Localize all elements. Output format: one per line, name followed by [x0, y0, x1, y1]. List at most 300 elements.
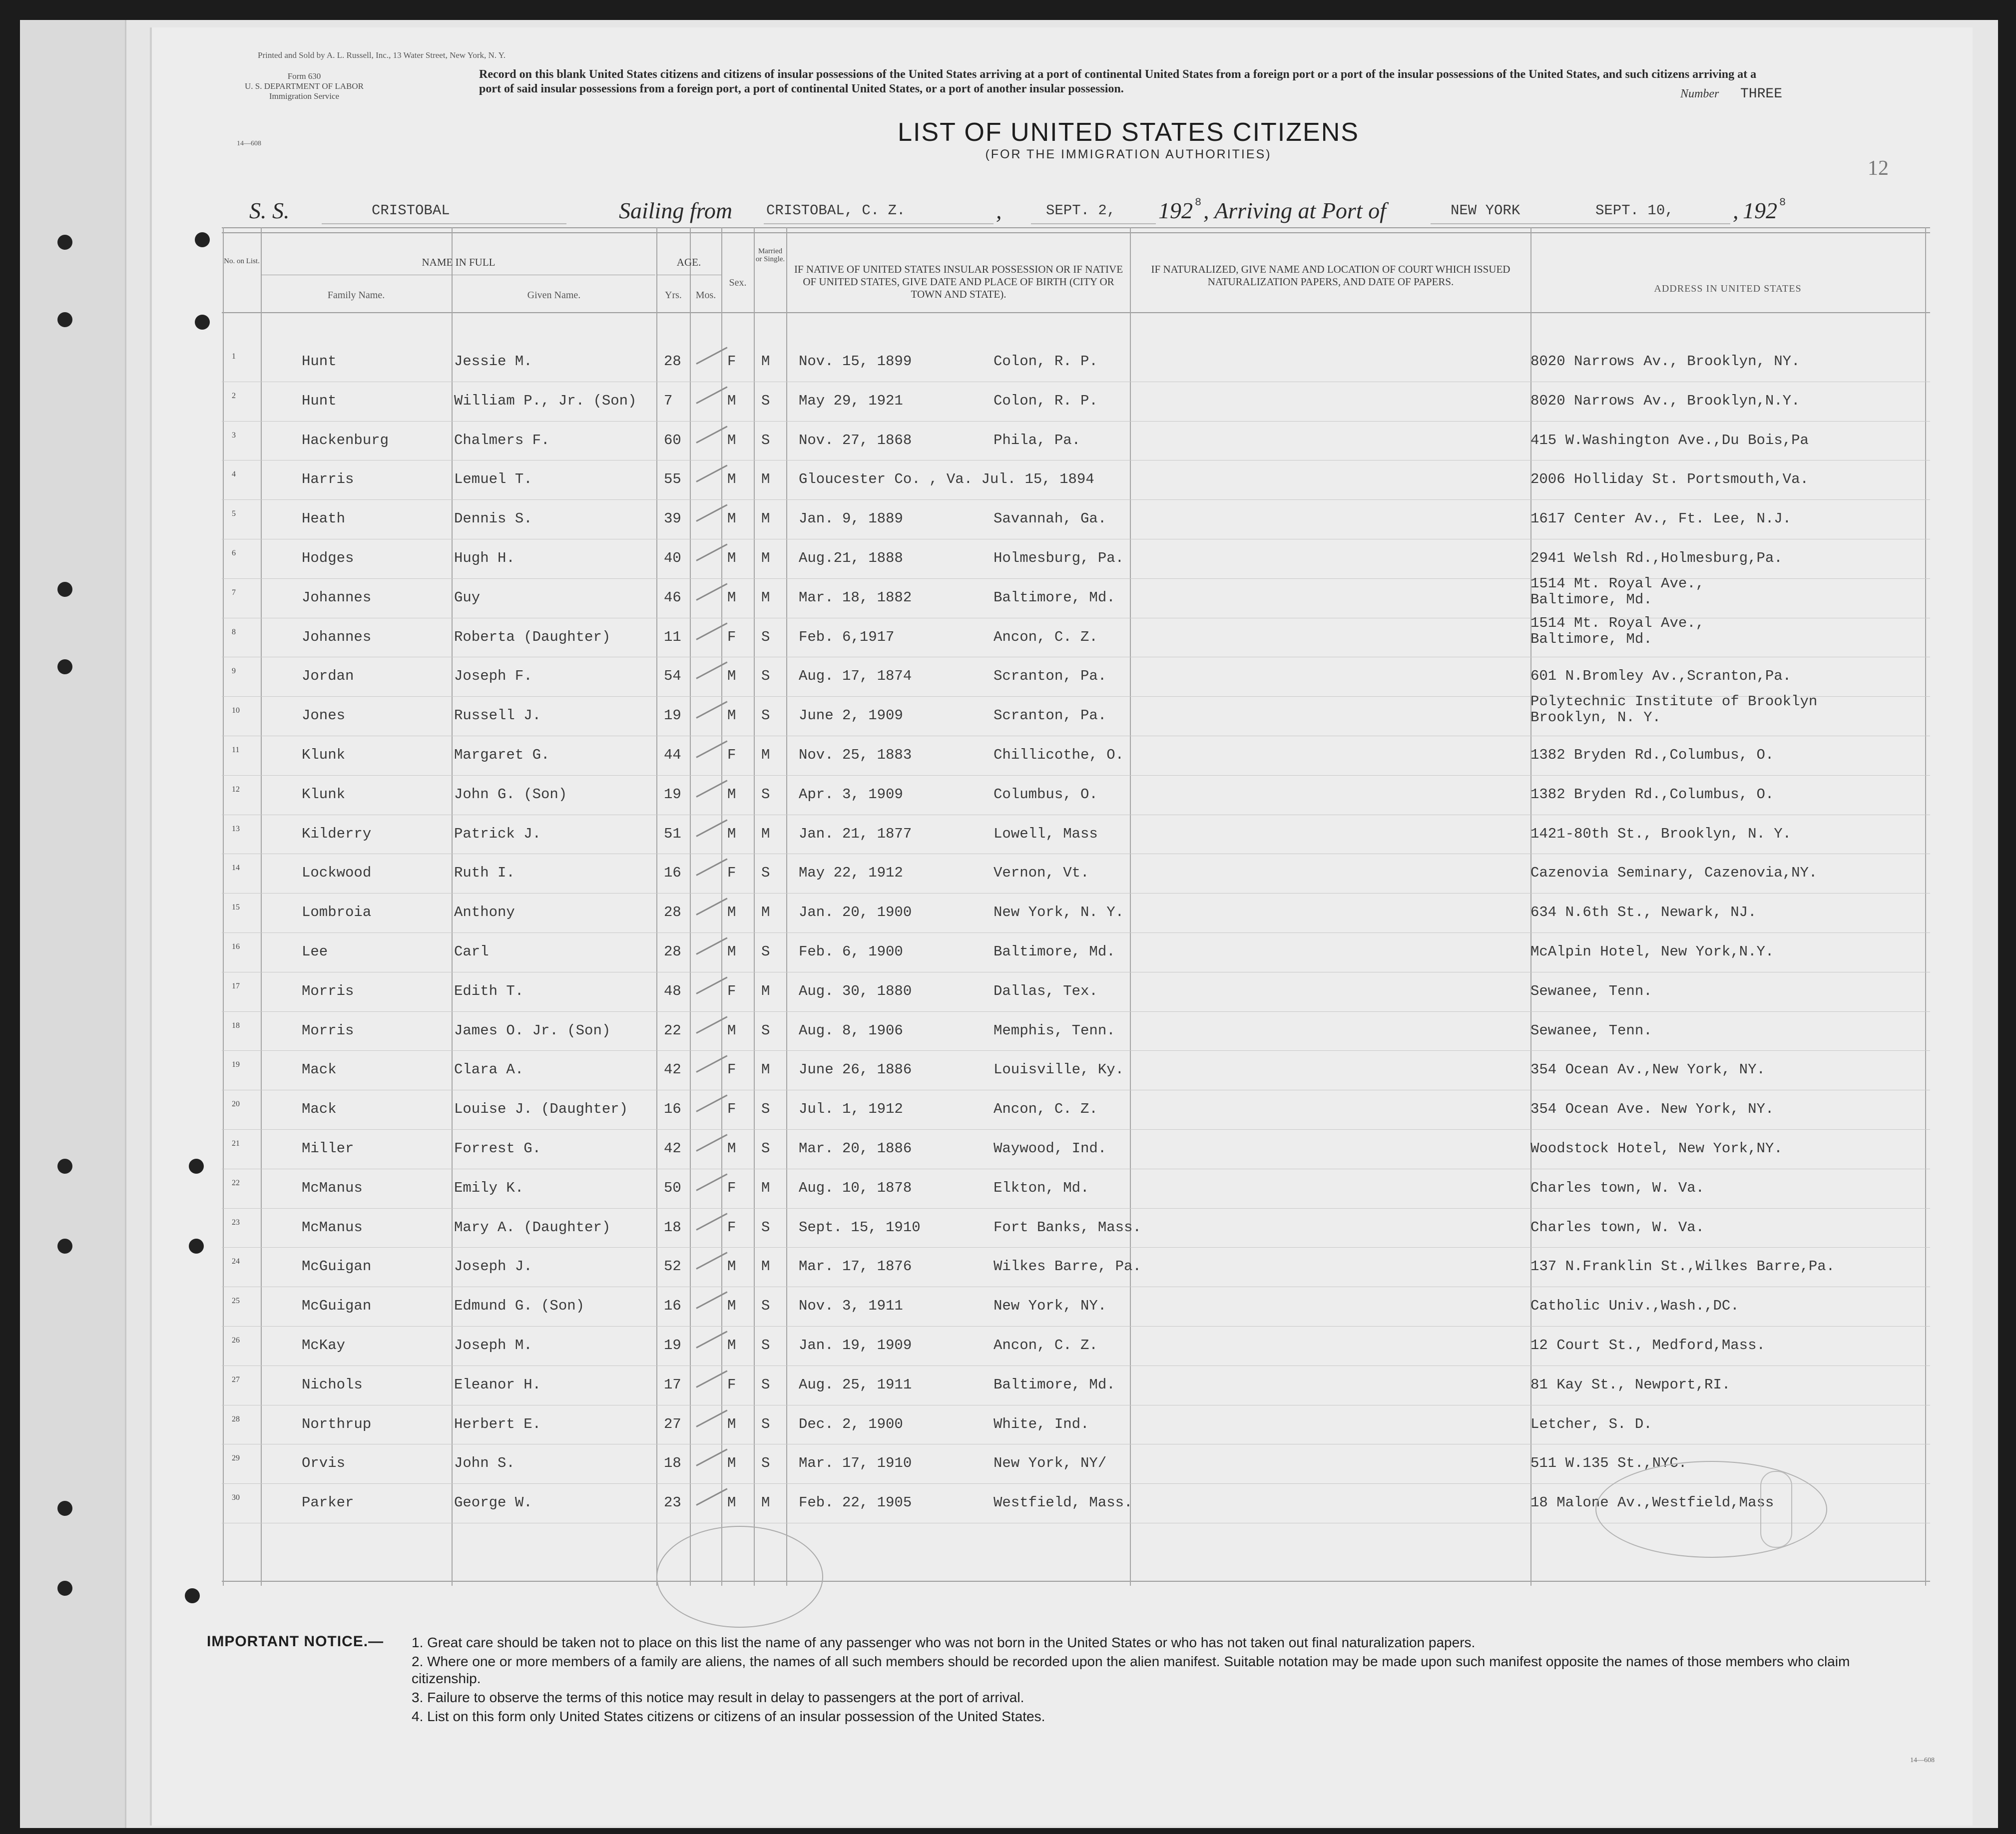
cell-date: Aug. 17, 1874 [799, 668, 912, 685]
cell-place: Waywood, Ind. [994, 1140, 1107, 1157]
table-row [222, 1248, 1930, 1287]
cell-n: 20 [232, 1100, 240, 1109]
cell-n: 27 [232, 1375, 240, 1384]
cell-place: Ancon, C. Z. [994, 1337, 1098, 1354]
cell-age: 19 [664, 1337, 681, 1354]
cell-family: Jones [302, 707, 346, 724]
table-row [222, 816, 1930, 855]
cell-age: 39 [664, 510, 681, 527]
cell-n: 2 [232, 391, 236, 400]
cell-addr: 415 W.Washington Ave.,Du Bois,Pa [1530, 432, 1809, 449]
table-row [222, 737, 1930, 776]
date-underline [1031, 223, 1156, 224]
cell-ms: S [761, 943, 770, 960]
cell-place: Ancon, C. Z. [994, 628, 1098, 645]
arrive-date: SEPT. 10, [1595, 202, 1674, 219]
from-underline [764, 223, 994, 224]
cell-ms: S [761, 1376, 770, 1393]
table-row [222, 343, 1930, 382]
cell-place: Colon, R. P. [994, 353, 1098, 370]
table-row [222, 658, 1930, 697]
cell-given: Russell J. [454, 707, 541, 724]
cell-place: Columbus, O. [994, 786, 1098, 803]
binder-hole [57, 582, 72, 597]
cell-sex: M [727, 1298, 736, 1315]
cell-family: Morris [302, 1022, 354, 1039]
col-header-birth: IF NATIVE OF UNITED STATES INSULAR POSSESSION OR IF NATIVE OF UNITED STATES, GIVE DATE AND PLACE OF BIRTH (CITY OR TOWN AND STATE). [794, 263, 1123, 300]
col-header-given: Given Name. [527, 290, 581, 301]
cell-family: Klunk [302, 747, 346, 763]
cell-family: Hunt [302, 392, 337, 409]
cell-age: 18 [664, 1219, 681, 1236]
cell-ms: S [761, 707, 770, 724]
col-header-family: Family Name. [327, 290, 385, 301]
cell-sex: M [727, 904, 736, 921]
cell-ms: M [761, 1061, 770, 1078]
col-header-yrs: Yrs. [665, 290, 682, 301]
cell-date: June 26, 1886 [799, 1061, 912, 1078]
cell-place: Ancon, C. Z. [994, 1101, 1098, 1118]
binder-hole [57, 235, 72, 250]
table-row [222, 1209, 1930, 1248]
row-rule [222, 1011, 1930, 1012]
table-top-rule [222, 227, 1930, 228]
cell-ms: S [761, 1140, 770, 1157]
notice-item-4: 4. List on this form only United States citizens or citizens of an insular possession of the United States. [412, 1709, 1045, 1724]
cell-n: 24 [232, 1257, 240, 1266]
cell-age: 42 [664, 1061, 681, 1078]
ship-name: CRISTOBAL [372, 202, 450, 219]
cell-place: Vernon, Vt. [994, 865, 1089, 882]
table-row [222, 693, 1930, 736]
cell-family: Morris [302, 982, 354, 999]
cell-given: Jessie M. [454, 353, 532, 370]
cell-n: 28 [232, 1414, 240, 1423]
cell-place: Baltimore, Md. [994, 589, 1115, 606]
cell-n: 29 [232, 1454, 240, 1463]
form-identifier [222, 71, 387, 101]
cell-n: 10 [232, 706, 240, 715]
cell-addr: 1514 Mt. Royal Ave., [1530, 614, 1705, 631]
pencil-check-mark [696, 347, 727, 365]
cell-n: 22 [232, 1178, 240, 1187]
cell-age: 19 [664, 786, 681, 803]
binder-hole [57, 1159, 72, 1174]
cell-addr: 1382 Bryden Rd.,Columbus, O. [1530, 786, 1774, 803]
form-code: 14—608 [237, 140, 261, 147]
pencil-check-mark [696, 1095, 727, 1113]
row-rule [222, 1208, 1930, 1209]
number-label: Number [1680, 87, 1719, 100]
table-row [222, 1170, 1930, 1209]
table-row [222, 973, 1930, 1012]
cell-addr: 601 N.Bromley Av.,Scranton,Pa. [1530, 668, 1792, 685]
table-row [222, 1327, 1930, 1366]
cell-age: 51 [664, 825, 681, 842]
year-prefix-1: 192 [1158, 198, 1193, 223]
header-bottom-rule [222, 312, 1930, 313]
binder-hole [189, 1239, 204, 1254]
table-top-rule-2 [222, 232, 1930, 233]
cell-addr: Sewanee, Tenn. [1530, 982, 1652, 999]
cell-place: New York, N. Y. [994, 904, 1124, 921]
cell-n: 9 [232, 667, 236, 676]
cell-addr-line2: Brooklyn, N. Y. [1530, 709, 1661, 726]
pencil-check-mark [696, 1292, 727, 1310]
cell-addr: 634 N.6th St., Newark, NJ. [1530, 904, 1757, 921]
cell-given: Joseph F. [454, 668, 532, 685]
cell-sex: F [727, 628, 736, 645]
cell-age: 19 [664, 707, 681, 724]
cell-ms: S [761, 1415, 770, 1432]
pencil-check-mark [696, 583, 727, 601]
table-row [222, 1367, 1930, 1405]
cell-addr: 1382 Bryden Rd.,Columbus, O. [1530, 747, 1774, 763]
cell-ms: S [761, 628, 770, 645]
cell-place: Chillicothe, O. [994, 747, 1124, 763]
cell-age: 40 [664, 550, 681, 566]
cell-ms: M [761, 904, 770, 921]
cell-given: Mary A. (Daughter) [454, 1219, 611, 1236]
cell-ms: S [761, 1337, 770, 1354]
page-title: LIST OF UNITED STATES CITIZENS [898, 118, 1359, 147]
binder-hole [195, 315, 210, 330]
binder-hole [57, 1501, 72, 1516]
cell-ms: M [761, 353, 770, 370]
cell-addr: Polytechnic Institute of Brooklyn [1530, 693, 1818, 710]
cell-n: 21 [232, 1139, 240, 1148]
cell-place: New York, NY. [994, 1298, 1107, 1315]
cell-date: Aug. 25, 1911 [799, 1376, 912, 1393]
cell-n: 26 [232, 1336, 240, 1345]
comma-1: , [996, 198, 1002, 223]
cell-sex: M [727, 432, 736, 449]
pencil-check-mark [696, 1370, 727, 1388]
row-rule [222, 421, 1930, 422]
row-rule [222, 1247, 1930, 1248]
cell-ms: M [761, 747, 770, 763]
cell-ms: S [761, 1298, 770, 1315]
cell-addr: 1514 Mt. Royal Ave., [1530, 575, 1705, 592]
cell-age: 18 [664, 1455, 681, 1472]
cell-date: Jan. 9, 1889 [799, 510, 903, 527]
cell-place: Colon, R. P. [994, 392, 1098, 409]
pencil-check-mark [696, 543, 727, 561]
cell-addr: Charles town, W. Va. [1530, 1179, 1705, 1196]
cell-family: Mack [302, 1101, 337, 1118]
cell-date: Aug.21, 1888 [799, 550, 903, 566]
cell-age: 27 [664, 1415, 681, 1432]
cell-ms: S [761, 1455, 770, 1472]
cell-date: Sept. 15, 1910 [799, 1219, 921, 1236]
cell-date: Mar. 18, 1882 [799, 589, 912, 606]
cell-addr: 81 Kay St., Newport,RI. [1530, 1376, 1731, 1393]
cell-given: Dennis S. [454, 510, 532, 527]
cell-sex: F [727, 1179, 736, 1196]
cell-family: Johannes [302, 628, 372, 645]
notice-item-1: 1. Great care should be taken not to place on this list the name of any passenger who was not born in the United States or who has not taken out final naturalization papers. [412, 1635, 1476, 1650]
cell-age: 48 [664, 982, 681, 999]
notice-item-2: 2. Where one or more members of a family are aliens, the names of all such members should be recorded upon the alien manifest. Suitable notation may be made upon such manifest opposite the names of those members who claim citizenship. [412, 1654, 1850, 1686]
cell-n: 25 [232, 1297, 240, 1306]
page-subtitle: (FOR THE IMMIGRATION AUTHORITIES) [985, 147, 1272, 161]
cell-ms: S [761, 1022, 770, 1039]
cell-date: Jan. 19, 1909 [799, 1337, 912, 1354]
cell-family: Orvis [302, 1455, 346, 1472]
cell-family: Jordan [302, 668, 354, 685]
col-header-name: NAME IN FULL [422, 256, 496, 268]
cell-family: Johannes [302, 589, 372, 606]
cell-age: 28 [664, 943, 681, 960]
cell-date: Mar. 17, 1876 [799, 1258, 912, 1275]
cell-place: New York, NY/ [994, 1455, 1107, 1472]
cell-sex: F [727, 1376, 736, 1393]
cell-family: McManus [302, 1219, 363, 1236]
cell-sex: M [727, 707, 736, 724]
cell-date: Aug. 10, 1878 [799, 1179, 912, 1196]
cell-ms: S [761, 1101, 770, 1118]
cell-age: 46 [664, 589, 681, 606]
cell-ms: S [761, 668, 770, 685]
cell-given: Emily K. [454, 1179, 524, 1196]
row-rule [222, 1050, 1930, 1051]
cell-family: McGuigan [302, 1298, 372, 1315]
cell-sex: M [727, 1258, 736, 1275]
table-row [222, 1130, 1930, 1169]
cell-place: Baltimore, Md. [994, 943, 1115, 960]
pencil-circle-annotation [656, 1526, 823, 1628]
cell-n: 6 [232, 549, 236, 557]
cell-given: Eleanor H. [454, 1376, 541, 1393]
cell-place: Scranton, Pa. [994, 707, 1107, 724]
pencil-check-mark [696, 662, 727, 680]
cell-date: Mar. 17, 1910 [799, 1455, 912, 1472]
cell-family: Kilderry [302, 825, 372, 842]
cell-date: Jan. 21, 1877 [799, 825, 912, 842]
cell-age: 23 [664, 1494, 681, 1511]
cell-date: Jul. 1, 1912 [799, 1101, 903, 1118]
cell-ms: S [761, 1219, 770, 1236]
cell-addr: 1421-80th St., Brooklyn, N. Y. [1530, 825, 1792, 842]
cell-sex: M [727, 668, 736, 685]
table-row [222, 540, 1930, 579]
cell-given: Lemuel T. [454, 471, 532, 488]
department-name: U. S. DEPARTMENT OF LABOR [245, 81, 364, 91]
cell-family: Lockwood [302, 865, 372, 882]
cell-addr: Sewanee, Tenn. [1530, 1022, 1652, 1039]
cell-place: Scranton, Pa. [994, 668, 1107, 685]
col-header-age: AGE. [676, 256, 701, 268]
cell-given: Anthony [454, 904, 515, 921]
cell-sex: M [727, 1022, 736, 1039]
cell-date: Dec. 2, 1900 [799, 1415, 903, 1432]
cell-age: 7 [664, 392, 673, 409]
cell-ms: S [761, 392, 770, 409]
binder-hole [185, 1588, 200, 1603]
cell-n: 18 [232, 1021, 240, 1030]
cell-n: 4 [232, 470, 236, 479]
table-row [222, 933, 1930, 972]
pencil-check-mark [696, 1331, 727, 1349]
cell-age: 16 [664, 1101, 681, 1118]
row-rule [222, 1129, 1930, 1130]
table-row [222, 500, 1930, 539]
cell-given: Chalmers F. [454, 432, 550, 449]
cell-place: Louisville, Ky. [994, 1061, 1124, 1078]
cell-date: Apr. 3, 1909 [799, 786, 903, 803]
pencil-check-mark [696, 1134, 727, 1152]
cell-sex: M [727, 392, 736, 409]
cell-sex: F [727, 1219, 736, 1236]
table-row [222, 575, 1930, 618]
cell-family: Hackenburg [302, 432, 389, 449]
cell-ms: M [761, 550, 770, 566]
cell-n: 11 [232, 746, 240, 754]
pencil-check-mark [696, 386, 727, 404]
cell-ms: M [761, 1258, 770, 1275]
cell-ms: M [761, 1494, 770, 1511]
cell-place: Savannah, Ga. [994, 510, 1107, 527]
page-spine [20, 20, 126, 1828]
table-row [222, 1051, 1930, 1090]
sailing-label: Sailing from [619, 198, 733, 223]
cell-sex: F [727, 982, 736, 999]
cell-sex: F [727, 1061, 736, 1078]
cell-n: 15 [232, 903, 240, 912]
cell-addr: 354 Ocean Av.,New York, NY. [1530, 1061, 1765, 1078]
sail-date: SEPT. 2, [1046, 202, 1116, 219]
cell-addr: 18 Malone Av.,Westfield,Mass [1530, 1494, 1774, 1511]
table-row [222, 894, 1930, 933]
footer-code: 14—608 [1910, 1757, 1935, 1764]
year-prefix-2: 192 [1743, 198, 1777, 223]
cell-n: 3 [232, 431, 236, 440]
table-row [222, 1012, 1930, 1051]
cell-addr: Charles town, W. Va. [1530, 1219, 1705, 1236]
year-digit-2: 8 [1779, 196, 1786, 209]
pencil-check-mark [696, 1213, 727, 1231]
cell-addr: 12 Court St., Medford,Mass. [1530, 1337, 1765, 1354]
cell-given: William P., Jr. (Son) [454, 392, 637, 409]
cell-place: Elkton, Md. [994, 1179, 1089, 1196]
cell-addr-line2: Baltimore, Md. [1530, 630, 1652, 647]
cell-family: Lee [302, 943, 328, 960]
col-header-naturalized: IF NATURALIZED, GIVE NAME AND LOCATION OF COURT WHICH ISSUED NATURALIZATION PAPERS, AND DATE OF PAPERS. [1151, 263, 1511, 288]
ship-underline [322, 223, 566, 224]
cell-ms: S [761, 786, 770, 803]
arriving-label: , Arriving at Port of [1203, 198, 1386, 223]
cell-place: Westfield, Mass. [994, 1494, 1133, 1511]
cell-sex: M [727, 1415, 736, 1432]
col-header-mos: Mos. [695, 290, 716, 301]
cell-family: Lombroia [302, 904, 372, 921]
pencil-check-mark [696, 780, 727, 798]
cell-addr: 137 N.Franklin St.,Wilkes Barre,Pa. [1530, 1258, 1835, 1275]
cell-addr-line2: Baltimore, Md. [1530, 591, 1652, 608]
cell-family: Hodges [302, 550, 354, 566]
cell-addr: Woodstock Hotel, New York,NY. [1530, 1140, 1783, 1157]
pencil-oval-annotation [1595, 1461, 1827, 1558]
cell-age: 28 [664, 904, 681, 921]
cell-age: 42 [664, 1140, 681, 1157]
cell-sex: M [727, 510, 736, 527]
to-port: NEW YORK [1451, 202, 1520, 219]
cell-n: 8 [232, 627, 236, 636]
cell-n: 19 [232, 1060, 240, 1069]
table-row [222, 422, 1930, 461]
col-header-married: Married or Single. [755, 247, 785, 263]
pencil-check-mark [696, 740, 727, 758]
cell-n: 7 [232, 588, 236, 597]
cell-date: Aug. 8, 1906 [799, 1022, 903, 1039]
cell-ms: M [761, 825, 770, 842]
pencil-check-mark [696, 701, 727, 719]
cell-addr: 8020 Narrows Av., Brooklyn, NY. [1530, 353, 1800, 370]
cell-given: John G. (Son) [454, 786, 567, 803]
cell-family: Harris [302, 471, 354, 488]
cell-sex: M [727, 550, 736, 566]
cell-addr: Letcher, S. D. [1530, 1415, 1652, 1432]
cell-sex: M [727, 471, 736, 488]
cell-family: Hunt [302, 353, 337, 370]
pencil-check-mark [696, 976, 727, 994]
cell-age: 44 [664, 747, 681, 763]
cell-given: Ruth I. [454, 865, 515, 882]
cell-ms: M [761, 589, 770, 606]
row-rule [222, 893, 1930, 894]
cell-family: McGuigan [302, 1258, 372, 1275]
cell-date: Nov. 25, 1883 [799, 747, 912, 763]
table-row [222, 461, 1930, 500]
pencil-check-mark [696, 859, 727, 877]
cell-n: 30 [232, 1493, 240, 1502]
cell-date: Mar. 20, 1886 [799, 1140, 912, 1157]
cell-n: 12 [232, 785, 240, 794]
cell-ms: M [761, 982, 770, 999]
passenger-table [222, 227, 1930, 1586]
cell-date: Feb. 6, 1900 [799, 943, 903, 960]
cell-given: Forrest G. [454, 1140, 541, 1157]
cell-family: McKay [302, 1337, 346, 1354]
from-port: CRISTOBAL, C. Z. [766, 202, 906, 219]
cell-age: 55 [664, 471, 681, 488]
cell-family: Mack [302, 1061, 337, 1078]
cell-place: Memphis, Tenn. [994, 1022, 1115, 1039]
pencil-check-mark [696, 1173, 727, 1191]
table-row [222, 614, 1930, 658]
binder-hole [57, 312, 72, 327]
cell-age: 50 [664, 1179, 681, 1196]
cell-n: 17 [232, 981, 240, 990]
cell-n: 16 [232, 942, 240, 951]
table-row [222, 383, 1930, 422]
cell-date: June 2, 1909 [799, 707, 903, 724]
binder-hole [57, 1239, 72, 1254]
cell-date: May 22, 1912 [799, 865, 903, 882]
cell-given: Carl [454, 943, 489, 960]
binder-hole [57, 659, 72, 674]
cell-family: Nichols [302, 1376, 363, 1393]
cell-given: Patrick J. [454, 825, 541, 842]
row-rule [222, 499, 1930, 500]
port-underline [1431, 223, 1730, 224]
pencil-check-mark [696, 426, 727, 444]
cell-given: George W. [454, 1494, 532, 1511]
binder-hole [57, 1581, 72, 1596]
cell-given: Roberta (Daughter) [454, 628, 611, 645]
comma-2: , [1733, 198, 1739, 223]
pencil-check-mark [696, 1449, 727, 1467]
